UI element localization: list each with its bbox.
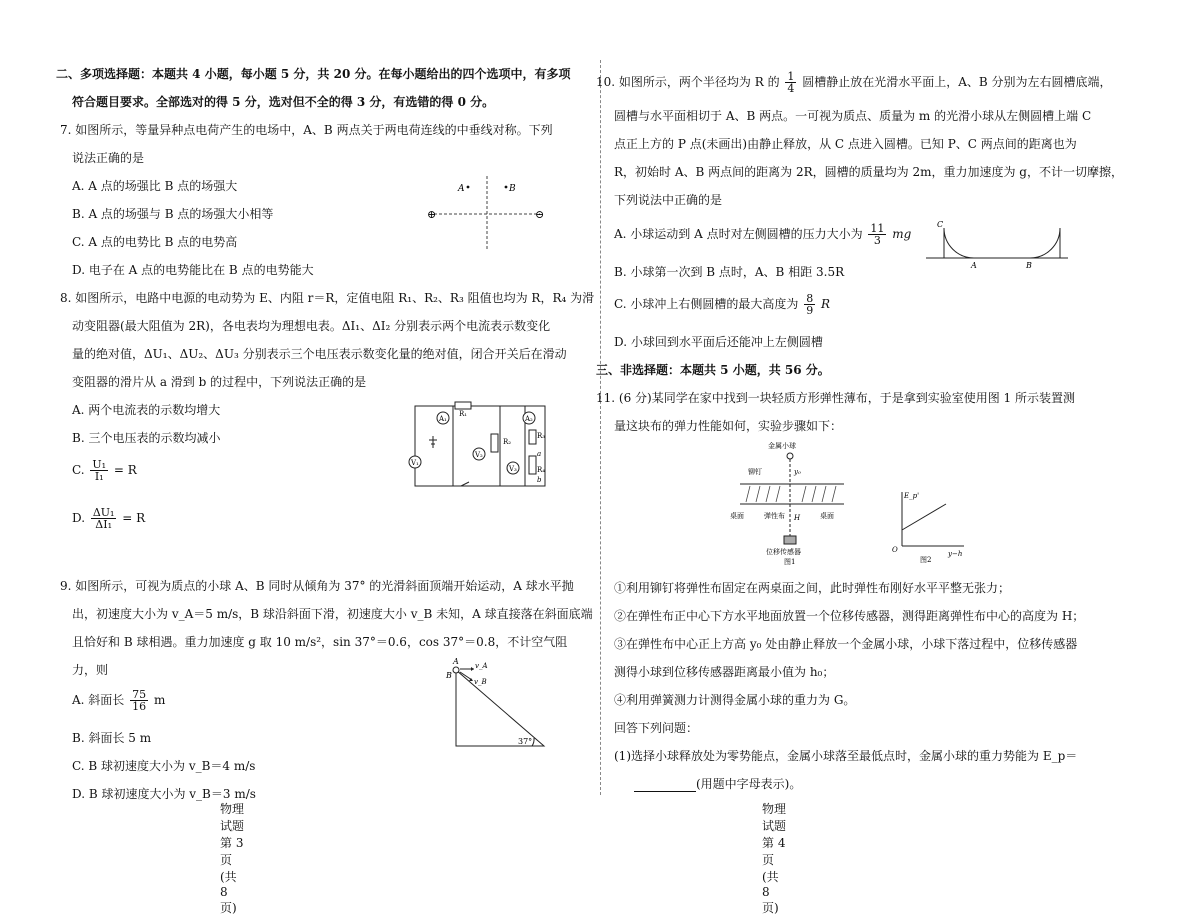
q10-stem-line1-a: 10. 如图所示，两个半径均为 R 的 bbox=[596, 75, 780, 89]
q11-label-ball: 金属小球 bbox=[768, 442, 796, 450]
q10-option-a-fraction bbox=[868, 223, 886, 246]
q9-option-a-unit: m bbox=[153, 693, 166, 707]
q7-option-b: B. A 点的场强与 B 点的场强大小相等 bbox=[72, 207, 274, 221]
q11-label-cloth: 弹性布 bbox=[764, 512, 785, 520]
q8-label-v1: V₁ bbox=[411, 459, 419, 467]
q11-figure2-graph bbox=[888, 486, 968, 566]
q11-answer-intro: 回答下列问题： bbox=[614, 721, 699, 735]
q8-stem-line2: 动变阻器(最大阻值为 2R)，各电表均为理想电表。ΔI₁、ΔI₂ 分别表示两个电流表示数变化 bbox=[72, 319, 551, 333]
q8-label-v3: V₃ bbox=[509, 465, 517, 473]
q10-option-c-prefix: C. 小球冲上右侧圆槽的最大高度为 bbox=[614, 297, 799, 311]
q10-quarter-fraction bbox=[785, 71, 796, 94]
q10-option-d: D. 小球回到水平面后还能冲上左侧圆槽 bbox=[614, 335, 823, 349]
q9-option-a bbox=[72, 688, 165, 712]
q10-label-b: B bbox=[1026, 261, 1032, 270]
q8-option-d-rhs: = R bbox=[122, 511, 146, 525]
q7-positive-charge: ⊕ bbox=[427, 208, 437, 221]
q10-stem-line4: R，初始时 A、B 两点间的距离为 2R，圆槽的质量均为 2m，重力加速度为 g，不计一切摩擦， bbox=[614, 165, 1123, 179]
q8-c-numerator: U₁ bbox=[92, 458, 107, 471]
q8-label-v2: V₂ bbox=[475, 451, 483, 459]
q8-label-b-end: b bbox=[537, 476, 542, 484]
q10-a-numerator: 11 bbox=[870, 222, 885, 235]
q11-label-sensor: 位移传感器 bbox=[766, 548, 801, 556]
q8-option-a: A. 两个电流表的示数均增大 bbox=[72, 403, 221, 417]
q7-negative-charge: ⊖ bbox=[535, 208, 545, 221]
q10-stem-line3: 点正上方的 P 点(未画出)由静止释放，从 C 点进入圆槽。已知 P、C 两点间的距离也为 bbox=[614, 137, 1077, 151]
q7-stem-line1: 7. 如图所示，等量异种点电荷产生的电场中，A、B 两点关于两电荷连线的中垂线对称。下列 bbox=[60, 123, 553, 137]
q9-option-a-fraction bbox=[130, 689, 148, 712]
q9-a-numerator: 75 bbox=[132, 688, 147, 701]
q11-graph-origin: O bbox=[892, 546, 898, 554]
q11-sub1-answer-blank[interactable] bbox=[634, 779, 696, 792]
q8-d-denominator: ΔI₁ bbox=[95, 518, 112, 531]
q8-label-a-end: a bbox=[537, 450, 542, 458]
q11-step3-line1: ③在弹性布中心正上方高 y₀ 处由静止释放一个金属小球，小球下落过程中，位移传感器 bbox=[614, 637, 1078, 651]
right-page-footer: 物理试题 第 4 页(共 8 页) bbox=[762, 802, 799, 915]
q9-label-b: B bbox=[446, 671, 452, 680]
q8-stem-line1: 8. 如图所示，电路中电源的电动势为 E、内阻 r＝R，定值电阻 R₁、R₂、R₃ 阻值也均为 R，R₄ 为滑 bbox=[60, 291, 595, 305]
q11-label-clamp: 铆钉 bbox=[748, 468, 762, 476]
q10-stem-line1 bbox=[596, 70, 1112, 94]
q7-field-figure bbox=[420, 172, 552, 252]
q10-a-denominator: 3 bbox=[873, 234, 881, 247]
q11-graph-xaxis: y−h bbox=[948, 550, 963, 558]
q9-option-d: D. B 球初速度大小为 v_B＝3 m/s bbox=[72, 787, 256, 801]
q11-stem-line2: 量这块布的弹力性能如何，实验步骤如下： bbox=[614, 419, 843, 433]
q11-label-desk-left: 桌面 bbox=[730, 512, 744, 520]
q9-ball bbox=[453, 667, 459, 673]
q8-c-denominator: I₁ bbox=[94, 470, 104, 483]
q11-label-y0: y₀ bbox=[794, 468, 801, 476]
q8-stem-line3: 量的绝对值，ΔU₁、ΔU₂、ΔU₃ 分别表示三个电压表示数变化量的绝对值，闭合开关后在滑动 bbox=[72, 347, 567, 361]
q11-sub1-line1: (1)选择小球释放处为零势能点，金属小球落至最低点时，金属小球的重力势能为 E_p＝ bbox=[614, 749, 1078, 763]
q7-stem-line2: 说法正确的是 bbox=[72, 151, 145, 165]
q10-option-b: B. 小球第一次到 B 点时，A、B 相距 3.5R bbox=[614, 265, 845, 279]
q7-label-a: A bbox=[458, 184, 465, 194]
q8-option-d-fraction bbox=[91, 507, 117, 530]
q7-point-a bbox=[467, 186, 470, 189]
q8-option-d-prefix: D. bbox=[72, 511, 86, 525]
q9-stem-line4: 力，则 bbox=[72, 663, 109, 677]
q9-option-a-prefix: A. 斜面长 bbox=[72, 693, 125, 707]
q10-stem-line5: 下列说法中正确的是 bbox=[614, 193, 723, 207]
q7-option-a: A. A 点的场强比 B 点的场强大 bbox=[72, 179, 238, 193]
q7-point-b bbox=[505, 186, 508, 189]
q9-incline-figure bbox=[440, 656, 552, 752]
section2-heading-line1: 二、多项选择题：本题共 4 小题，每小题 5 分，共 20 分。在每小题给出的四个选项中，有多项 bbox=[56, 67, 571, 81]
q11-label-desk-right: 桌面 bbox=[820, 512, 834, 520]
q9-stem-line3: 且恰好和 B 球相遇。重力加速度 g 取 10 m/s²，sin 37°＝0.6，cos 37°＝0.8，不计空气阻 bbox=[72, 635, 568, 649]
q8-label-a1: A₁ bbox=[439, 415, 447, 423]
q9-stem-line2: 出，初速度大小为 v_A＝5 m/s，B 球沿斜面下滑，初速度大小 v_B 未知，A 球直接落在斜面底端 bbox=[72, 607, 593, 621]
q8-circuit-figure bbox=[405, 398, 555, 494]
q10-quarter-denominator: 4 bbox=[787, 82, 795, 95]
q9-a-denominator: 16 bbox=[132, 700, 147, 713]
q10-quarter-numerator: 1 bbox=[787, 70, 795, 83]
q9-label-angle: 37° bbox=[518, 737, 533, 746]
page-divider bbox=[600, 60, 601, 795]
q11-label-h: H bbox=[794, 514, 801, 522]
q8-option-b: B. 三个电压表的示数均减小 bbox=[72, 431, 221, 445]
q9-option-c: C. B 球初速度大小为 v_B＝4 m/s bbox=[72, 759, 256, 773]
q8-label-r3: R₃ bbox=[537, 432, 546, 440]
q8-option-d bbox=[72, 506, 145, 530]
q9-stem-line1: 9. 如图所示，可视为质点的小球 A、B 同时从倾角为 37° 的光滑斜面顶端开始运动，A 球水平抛 bbox=[60, 579, 574, 593]
q11-sensor-block bbox=[784, 536, 796, 544]
q10-option-c-fraction bbox=[804, 293, 815, 316]
q7-label-b: B bbox=[509, 184, 516, 194]
q8-label-a2: A₂ bbox=[525, 415, 533, 423]
section2-heading-line2: 符合题目要求。全部选对的得 5 分，选对但不全的得 3 分，有选错的得 0 分。 bbox=[72, 95, 495, 109]
q8-option-c bbox=[72, 458, 137, 482]
section3-heading: 三、非选择题：本题共 5 小题，共 56 分。 bbox=[596, 363, 830, 377]
q8-option-c-prefix: C. bbox=[72, 463, 85, 477]
q10-c-numerator: 8 bbox=[806, 292, 814, 305]
q10-option-c-unit: R bbox=[821, 297, 831, 311]
q8-label-r1-resistor: R₁ bbox=[459, 410, 468, 418]
q9-label-vb: v_B bbox=[474, 678, 487, 686]
q11-step4: ④利用弹簧测力计测得金属小球的重力为 G。 bbox=[614, 693, 856, 707]
q8-option-c-rhs: = R bbox=[113, 463, 137, 477]
q7-option-c: C. A 点的电势比 B 点的电势高 bbox=[72, 235, 238, 249]
q8-label-r2: R₂ bbox=[503, 438, 512, 446]
q8-option-c-fraction bbox=[90, 459, 108, 482]
q10-option-c bbox=[614, 292, 830, 316]
q8-label-r4: R₄ bbox=[537, 466, 546, 474]
q11-figure2-caption: 图2 bbox=[920, 556, 932, 564]
q11-sub1-line2-text: (用题中字母表示)。 bbox=[696, 777, 802, 791]
q10-option-a bbox=[614, 222, 911, 246]
q7-option-d: D. 电子在 A 点的电势能比在 B 点的电势能大 bbox=[72, 263, 314, 277]
q10-option-a-unit: mg bbox=[892, 227, 912, 241]
q11-graph-line bbox=[902, 504, 946, 530]
q11-metal-ball bbox=[787, 453, 793, 459]
q11-step1: ①利用铆钉将弹性布固定在两桌面之间，此时弹性布刚好水平平整无张力； bbox=[614, 581, 1011, 595]
q8-stem-line4: 变阻器的滑片从 a 滑到 b 的过程中，下列说法正确的是 bbox=[72, 375, 367, 389]
q10-trough-figure bbox=[922, 216, 1072, 272]
q10-c-denominator: 9 bbox=[806, 304, 814, 317]
q10-option-a-prefix: A. 小球运动到 A 点时对左侧圆槽的压力大小为 bbox=[614, 227, 863, 241]
q11-stem-line1: 11. (6 分)某同学在家中找到一块轻质方形弹性薄布，于是拿到实验室使用图 1 所示装置测 bbox=[596, 391, 1075, 405]
q8-d-numerator: ΔU₁ bbox=[92, 506, 115, 519]
q9-label-va: v_A bbox=[475, 662, 488, 670]
q11-graph-yaxis: E_p' bbox=[904, 492, 920, 500]
q9-option-b: B. 斜面长 5 m bbox=[72, 731, 152, 745]
left-page-footer: 物理试题 第 3 页(共 8 页) bbox=[220, 802, 257, 915]
q11-step2: ②在弹性布正中心下方水平地面放置一个位移传感器，测得距离弹性布中心的高度为 H； bbox=[614, 609, 1085, 623]
q10-label-a: A bbox=[971, 261, 977, 270]
q10-stem-line2: 圆槽与水平面相切于 A、B 两点。一可视为质点、质量为 m 的光滑小球从左侧圆槽上端 C bbox=[614, 109, 1092, 123]
q11-step3-line2: 测得小球到位移传感器距离最小值为 h₀； bbox=[614, 665, 835, 679]
q11-figure1-caption: 图1 bbox=[784, 558, 796, 566]
q11-sub1-line2 bbox=[634, 776, 801, 792]
q10-stem-line1-b: 圆槽静止放在光滑水平面上，A、B 分别为左右圆槽底端， bbox=[802, 75, 1112, 89]
q10-label-c: C bbox=[937, 220, 944, 229]
q11-figure1-apparatus bbox=[726, 440, 856, 568]
q9-label-a: A bbox=[453, 657, 459, 666]
